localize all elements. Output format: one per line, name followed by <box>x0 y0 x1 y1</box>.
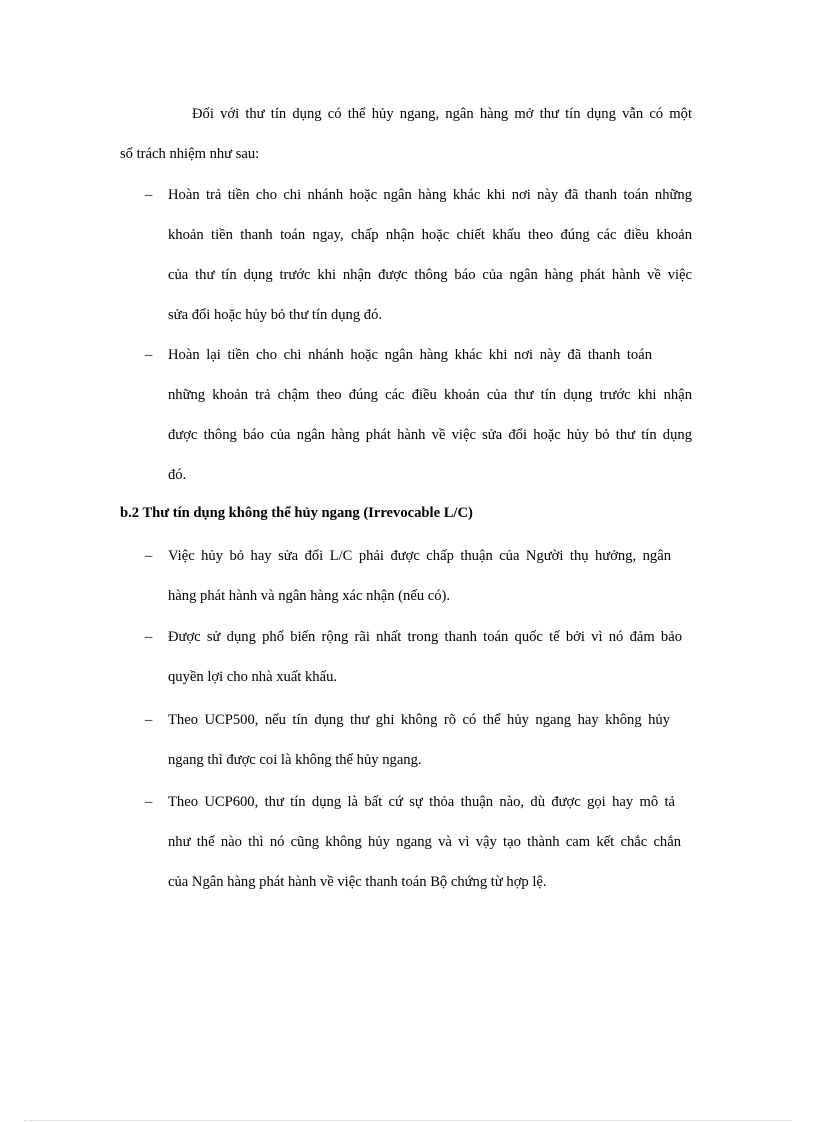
page-bottom-divider <box>24 1120 792 1121</box>
bullet-dash: – <box>145 548 153 564</box>
bullet-line: Theo UCP500, nếu tín dụng thư ghi không rõ có thể hủy ngang hay không hủy <box>168 712 670 728</box>
bullet-line: của Ngân hàng phát hành về việc thanh toán Bộ chứng từ hợp lệ. <box>168 874 547 890</box>
bullet-dash: – <box>145 712 153 728</box>
bullet-line: ngang thì được coi là không thể hủy ngang. <box>168 752 422 768</box>
bullet-text <box>168 782 692 902</box>
bullet-text <box>168 617 692 697</box>
bullet-line: Việc hủy bỏ hay sửa đổi L/C phải được chấp thuận của Người thụ hưởng, ngân <box>168 548 671 564</box>
intro-line-1: Đối với thư tín dụng có thể hủy ngang, ngân hàng mở thư tín dụng vẫn có một <box>192 106 692 122</box>
bullet-line: như thế nào thì nó cũng không hủy ngang và vì vậy tạo thành cam kết chắc chắn <box>168 834 681 850</box>
bullet-line: của thư tín dụng trước khi nhận được thông báo của ngân hàng phát hành về việc <box>168 267 692 283</box>
bullet-text <box>168 335 692 495</box>
bullet-dash: – <box>145 347 153 363</box>
bullet-line: quyền lợi cho nhà xuất khẩu. <box>168 669 338 685</box>
bullet-dash: – <box>145 187 153 203</box>
bullet-dash: – <box>145 629 153 645</box>
bullet-line: Theo UCP600, thư tín dụng là bất cứ sự thỏa thuận nào, dù được gọi hay mô tả <box>168 794 675 810</box>
section-heading: b.2 Thư tín dụng không thể hủy ngang (Irrevocable L/C) <box>120 505 473 521</box>
bullet-line: được thông báo của ngân hàng phát hành về việc sửa đổi hoặc hủy bỏ thư tín dụng <box>168 427 692 443</box>
bullet-line: Hoàn lại tiền cho chi nhánh hoặc ngân hàng khác khi nơi này đã thanh toán <box>168 347 652 363</box>
bullet-line: khoản tiền thanh toán ngay, chấp nhận hoặc chiết khấu theo đúng các điều khoản <box>168 227 692 243</box>
bullet-dash: – <box>145 794 153 810</box>
bullet-line: đó. <box>168 467 187 483</box>
intro-paragraph <box>120 94 692 174</box>
bullet-text <box>168 175 692 335</box>
bullet-line: hàng phát hành và ngân hàng xác nhận (nếu có). <box>168 588 451 604</box>
bullet-line: sửa đổi hoặc hủy bỏ thư tín dụng đó. <box>168 307 383 323</box>
bullet-text <box>168 536 692 616</box>
bullet-line: những khoản trả chậm theo đúng các điều khoản của thư tín dụng trước khi nhận <box>168 387 692 403</box>
bullet-line: Hoàn trả tiền cho chi nhánh hoặc ngân hàng khác khi nơi này đã thanh toán những <box>168 187 692 203</box>
bullet-line: Được sử dụng phổ biến rộng rãi nhất trong thanh toán quốc tế bởi vì nó đảm bảo <box>168 629 682 645</box>
bullet-text <box>168 700 692 780</box>
intro-line-2: số trách nhiệm như sau: <box>120 146 260 162</box>
